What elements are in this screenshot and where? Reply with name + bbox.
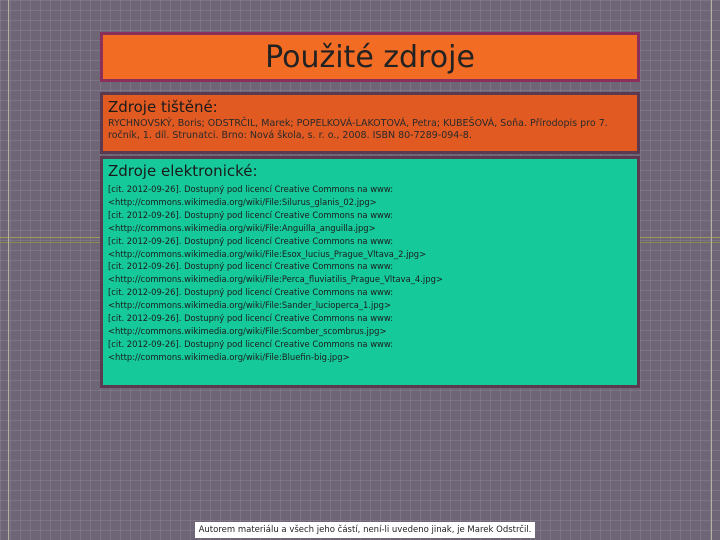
source-line: [cit. 2012-09-26]. Dostupný pod licencí Creative Commons na www: <box>108 184 394 194</box>
source-line: [cit. 2012-09-26]. Dostupný pod licencí Creative Commons na www: <box>108 338 394 349</box>
electronic-sources-list <box>108 183 632 364</box>
source-link[interactable]: <http://commons.wikimedia.org/wiki/File:Perca_fluviatilis_Prague_Vltava_4.jpg> <box>108 274 443 285</box>
decorative-line <box>711 0 712 540</box>
source-link[interactable]: <http://commons.wikimedia.org/wiki/File:Sander_lucioperca_1.jpg> <box>108 300 392 311</box>
author-footer <box>195 522 535 538</box>
footer-text: Autorem materiálu a všech jeho částí, není-li uvedeno jinak, je Marek Odstrčil. <box>198 525 532 535</box>
source-line: [cit. 2012-09-26]. Dostupný pod licencí Creative Commons na www: <box>108 209 394 220</box>
decorative-line <box>8 0 9 540</box>
electronic-sources-heading: Zdroje elektronické: <box>108 162 258 180</box>
printed-sources-heading: Zdroje tištěné: <box>108 98 218 116</box>
source-link[interactable]: <http://commons.wikimedia.org/wiki/File:Silurus_glanis_02.jpg> <box>108 196 377 207</box>
printed-source-citation: RYCHNOVSKÝ, Boris; ODSTRČIL, Marek; POPELKOVÁ-LAKOTOVÁ, Petra; KUBEŠOVÁ, Soňa. Přírodopis pro 7. ročník, 1. díl. Strunatci. Brno: Nová škola, s. r. o., 2008. ISBN 80-7289-094-8. <box>108 118 608 141</box>
source-line: [cit. 2012-09-26]. Dostupný pod licencí Creative Commons na www: <box>108 287 394 298</box>
slide-title: Použité zdroje <box>265 39 475 75</box>
source-link[interactable]: <http://commons.wikimedia.org/wiki/File:Anguilla_anguilla.jpg> <box>108 222 376 233</box>
electronic-sources-box <box>100 156 640 388</box>
title-box <box>100 32 640 82</box>
source-link[interactable]: <http://commons.wikimedia.org/wiki/File:Bluefin-big.jpg> <box>108 351 350 362</box>
source-line: [cit. 2012-09-26]. Dostupný pod licencí Creative Commons na www: <box>108 235 394 246</box>
source-line: [cit. 2012-09-26]. Dostupný pod licencí Creative Commons na www: <box>108 313 394 324</box>
source-line: [cit. 2012-09-26]. Dostupný pod licencí Creative Commons na www: <box>108 261 394 272</box>
printed-sources-box <box>100 92 640 154</box>
source-link[interactable]: <http://commons.wikimedia.org/wiki/File:Esox_lucius_Prague_Vltava_2.jpg> <box>108 248 427 259</box>
source-link[interactable]: <http://commons.wikimedia.org/wiki/File:Scomber_scombrus.jpg> <box>108 325 387 336</box>
